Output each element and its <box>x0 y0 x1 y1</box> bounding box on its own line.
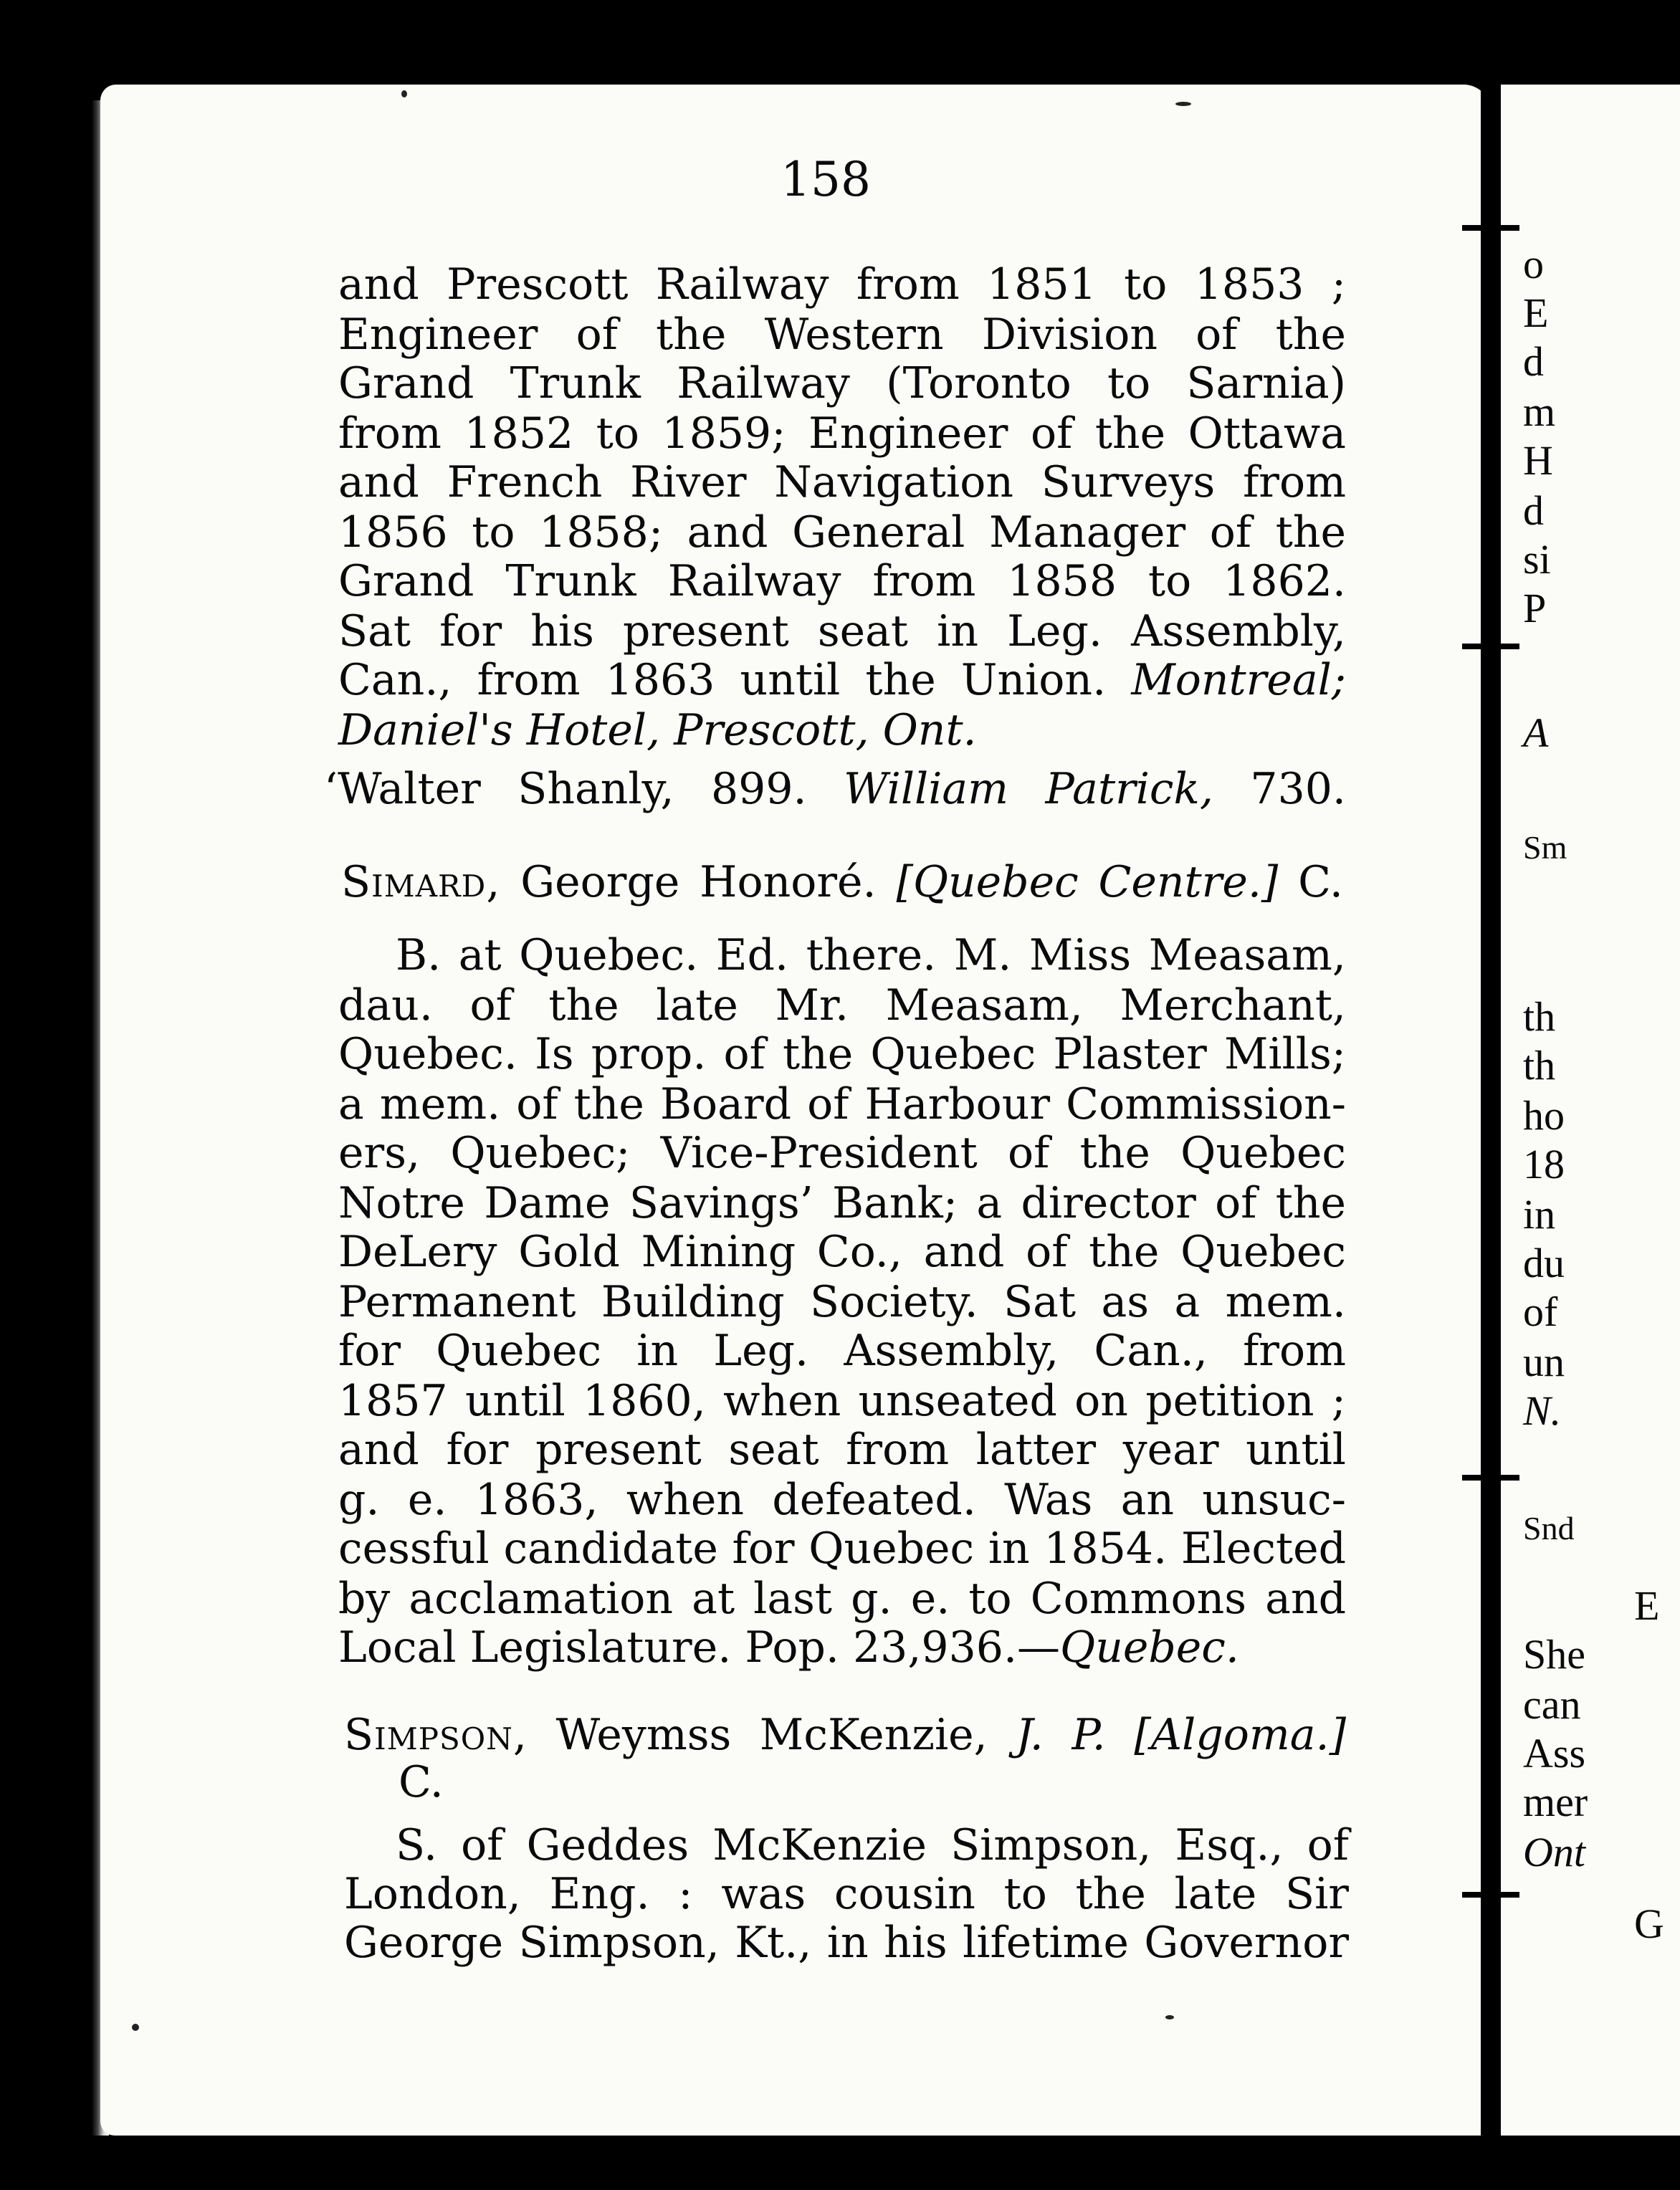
right-page-fragment: du <box>1523 1240 1565 1286</box>
text-line: Grand Trunk Railway from 1858 to 1862. <box>338 556 1346 606</box>
text-line: from 1852 to 1859; Engineer of the Ottawa <box>338 408 1346 459</box>
residence-address: Daniel's Hotel, Prescott, Ont. <box>338 705 977 755</box>
right-page-fragment: mer <box>1523 1779 1588 1825</box>
text-line: 1857 until 1860, when unseated on petition ; <box>338 1376 1346 1426</box>
scan-speck <box>1165 2015 1174 2019</box>
entry-surname: Simard, <box>341 857 501 907</box>
scan-speck <box>132 2024 139 2031</box>
text-line: 1856 to 1858; and General Manager of the <box>338 507 1346 558</box>
text-line: for Quebec in Leg. Assembly, Can., from <box>338 1326 1346 1376</box>
right-page-fragment: Snd <box>1523 1510 1575 1546</box>
right-page-fragment: E <box>1523 290 1549 336</box>
right-page-fragment: si <box>1523 536 1551 583</box>
place-name: Quebec. <box>1060 1622 1239 1673</box>
right-page-fragment: can <box>1523 1681 1581 1728</box>
text-line: dau. of the late Mr. Measam, Merchant, <box>338 980 1346 1031</box>
text-line: S. of Geddes McKenzie Simpson, Esq., of <box>396 1820 1349 1870</box>
right-page-fragment: o <box>1523 241 1544 287</box>
loser-votes: 730. <box>1250 764 1346 814</box>
entry-heading-simard <box>341 857 1343 907</box>
binding-stitch <box>1462 1879 1519 1911</box>
text-line: and for present seat from latter year until <box>338 1425 1346 1475</box>
text-line: Sat for his present seat in Leg. Assembly, <box>338 606 1346 656</box>
text-line: George Simpson, Kt., in his lifetime Governor <box>344 1918 1349 1968</box>
binding-stitch <box>1462 631 1519 662</box>
election-result <box>324 764 1346 814</box>
text-line: g. e. 1863, when defeated. Was an unsuc- <box>338 1475 1346 1525</box>
text-line: DeLery Gold Mining Co., and of the Quebec <box>338 1227 1346 1277</box>
entry-party: C. <box>1298 857 1343 907</box>
right-page-fragment: Ont <box>1523 1829 1585 1875</box>
right-page-fragment: H <box>1523 437 1553 484</box>
right-page-fragment: un <box>1523 1339 1565 1385</box>
right-page-fragment: m <box>1523 388 1556 435</box>
page-number: 158 <box>781 152 871 207</box>
text-line: a mem. of the Board of Harbour Commission- <box>338 1079 1346 1129</box>
entry-title: J. P. <box>1016 1710 1106 1760</box>
text-line: B. at Quebec. Ed. there. M. Miss Measam, <box>396 930 1346 980</box>
text-segment: Local Legislature. Pop. 23,936.— <box>338 1622 1061 1673</box>
text-line: Notre Dame Savings’ Bank; a director of the <box>338 1178 1346 1228</box>
right-page-fragment: N. <box>1523 1387 1562 1434</box>
right-page-fragment: Ass <box>1523 1730 1586 1777</box>
entry-riding: [Algoma.] <box>1134 1710 1346 1760</box>
right-page-fragment: P <box>1523 585 1547 631</box>
binding-stitch <box>1462 1462 1519 1493</box>
book-gutter <box>1481 85 1501 2136</box>
right-page-fragment: 18 <box>1523 1141 1565 1187</box>
binding-stitch <box>1462 212 1519 244</box>
text-line: Grand Trunk Railway (Toronto to Sarnia) <box>338 358 1346 408</box>
residence-city: Montreal; <box>1131 655 1347 705</box>
text-line: ers, Quebec; Vice-President of the Quebec <box>338 1128 1346 1178</box>
text-line: cessful candidate for Quebec in 1854. Elected <box>338 1524 1346 1574</box>
text-line: and Prescott Railway from 1851 to 1853 ; <box>338 259 1346 310</box>
text-line: by acclamation at last g. e. to Commons and <box>338 1574 1346 1624</box>
text-line <box>338 1622 1346 1673</box>
entry-surname: Simpson, <box>344 1710 528 1760</box>
right-page-fragment: d <box>1523 487 1544 534</box>
text-line: Engineer of the Western Division of the <box>338 310 1346 360</box>
right-page-fragment: th <box>1523 1042 1556 1089</box>
entry-heading-simpson <box>344 1710 1346 1760</box>
scan-speck <box>1175 102 1191 106</box>
right-page-fragment: th <box>1523 993 1556 1040</box>
right-page-fragment: d <box>1523 338 1544 385</box>
text-line: London, Eng. : was cousin to the late Sir <box>344 1869 1349 1919</box>
loser-name: William Patrick, <box>844 764 1213 814</box>
right-page-fragment: ho <box>1523 1092 1565 1139</box>
entry-given-name: George Honoré. <box>520 857 877 907</box>
right-page-fragment: of <box>1523 1288 1558 1335</box>
right-page-fragment: in <box>1523 1191 1556 1238</box>
scan-speck <box>401 90 407 97</box>
entry-riding: [Quebec Centre.] <box>896 857 1279 907</box>
entry-given-name: Weymss McKenzie, <box>555 1710 988 1760</box>
text-line: and French River Navigation Surveys from <box>338 457 1346 507</box>
text-line <box>338 655 1346 705</box>
right-page-fragment: E <box>1634 1582 1660 1629</box>
entry-party: C. <box>398 1757 444 1807</box>
right-page-fragment: G <box>1634 1900 1664 1947</box>
winner-votes: ‘Walter Shanly, 899. <box>324 764 807 814</box>
text-line: Permanent Building Society. Sat as a mem. <box>338 1277 1346 1327</box>
right-page-fragment: A <box>1523 709 1549 756</box>
right-page-fragment: Sm <box>1523 829 1567 866</box>
right-page-fragment: She <box>1523 1631 1585 1678</box>
text-line: Quebec. Is prop. of the Quebec Plaster Mills; <box>338 1029 1346 1079</box>
text-segment: Can., from 1863 until the Union. <box>338 655 1107 705</box>
